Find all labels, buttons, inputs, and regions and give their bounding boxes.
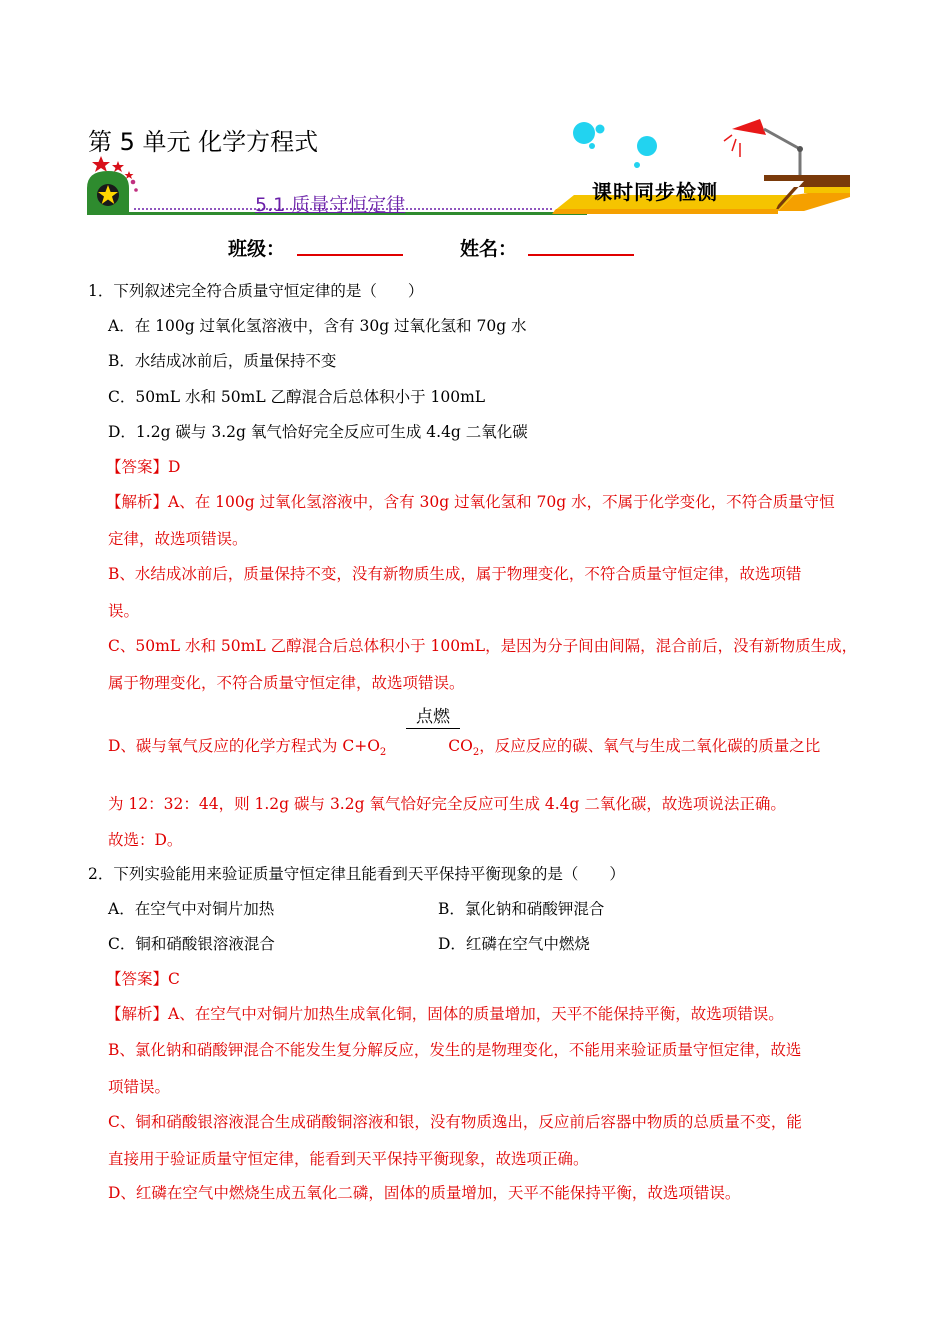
q1-answer bbox=[106, 457, 180, 477]
subscript: 2 bbox=[472, 747, 480, 759]
analysis-text: A、在 100g 过氧化氢溶液中，含有 30g 过氧化氢和 70g 水，不属于化学变化，不符合质量守恒 bbox=[168, 493, 835, 511]
q2-option-a: A．在空气中对铜片加热 bbox=[108, 900, 275, 918]
equation-tail: ，反应反应的碳、氧气与生成二氧化碳的质量之比 bbox=[479, 737, 821, 755]
q1-analysis-b1: B、水结成冰前后，质量保持不变，没有新物质生成，属于物理变化，不符合质量守恒定律，故选项错 bbox=[108, 565, 802, 583]
q1-option-b: B．水结成冰前后，质量保持不变 bbox=[108, 352, 337, 370]
q1-analysis-c1: C、50mL 水和 50mL 乙醇混合后总体积小于 100mL，是因为分子间由间隔，混合前后，没有新物质生成， bbox=[108, 637, 858, 655]
red-star-icon bbox=[92, 156, 110, 172]
q1-stem: 1．下列叙述完全符合质量守恒定律的是（ ） bbox=[88, 282, 424, 300]
equation-arrow bbox=[406, 728, 460, 729]
lesson-title: 5.1 质量守恒定律 bbox=[255, 194, 406, 216]
equation-left: D、碳与氧气反应的化学方程式为 C+O bbox=[108, 737, 380, 755]
answer-value: D bbox=[168, 458, 181, 476]
q1-analysis-c2: 属于物理变化，不符合质量守恒定律，故选项错误。 bbox=[108, 674, 465, 692]
answer-value: C bbox=[168, 970, 180, 988]
desk-lamp-icon bbox=[724, 119, 803, 181]
q2-analysis-a1 bbox=[106, 1004, 784, 1024]
q2-analysis-c2: 直接用于验证质量守恒定律，能看到天平保持平衡现象，故选项正确。 bbox=[108, 1150, 589, 1168]
q1-analysis-b2: 误。 bbox=[108, 602, 140, 620]
q1-analysis-d2: 为 12：32：44，则 1.2g 碳与 3.2g 氧气恰好完全反应可生成 4.4g 二氧化碳，故选项说法正确。 bbox=[108, 795, 786, 813]
red-star-icon bbox=[112, 161, 124, 172]
unit-title: 第 5 单元 化学方程式 bbox=[88, 128, 319, 156]
q1-analysis-d1 bbox=[108, 736, 820, 763]
class-label: 班级： bbox=[228, 238, 286, 260]
q1-analysis-a2: 定律，故选项错误。 bbox=[108, 530, 248, 548]
name-field[interactable] bbox=[528, 254, 634, 256]
q2-stem: 2．下列实验能用来验证质量守恒定律且能看到天平保持平衡现象的是（ ） bbox=[88, 865, 625, 883]
equation-right: CO bbox=[448, 737, 473, 755]
q1-option-d: D．1.2g 碳与 3.2g 氧气恰好完全反应可生成 4.4g 二氧化碳 bbox=[108, 423, 528, 441]
q2-analysis-b1: B、氯化钠和硝酸钾混合不能发生复分解反应，发生的是物理变化，不能用来验证质量守恒定律，故选 bbox=[108, 1041, 802, 1059]
condition-text: 点燃 bbox=[416, 707, 450, 727]
q1-option-a: A．在 100g 过氧化氢溶液中，含有 30g 过氧化氢和 70g 水 bbox=[108, 317, 527, 335]
q1-option-c: C．50mL 水和 50mL 乙醇混合后总体积小于 100mL bbox=[108, 388, 486, 406]
q2-analysis-d1: D、红磷在空气中燃烧生成五氧化二磷，固体的质量增加，天平不能保持平衡，故选项错误。 bbox=[108, 1184, 741, 1202]
q2-analysis-c1: C、铜和硝酸银溶液混合生成硝酸铜溶液和银，没有物质逸出，反应前后容器中物质的总质量不变，能 bbox=[108, 1113, 802, 1131]
class-field[interactable] bbox=[297, 254, 403, 256]
q1-conclusion: 故选：D。 bbox=[108, 831, 183, 849]
name-label: 姓名： bbox=[460, 238, 518, 260]
bubble-icon bbox=[637, 136, 657, 156]
analysis-text: A、在空气中对铜片加热生成氧化铜，固体的质量增加，天平不能保持平衡，故选项错误。 bbox=[168, 1005, 784, 1023]
q2-option-b: B．氯化钠和硝酸钾混合 bbox=[438, 900, 605, 918]
q2-option-c: C．铜和硝酸银溶液混合 bbox=[108, 935, 275, 953]
analysis-key: 【解析】 bbox=[106, 1005, 169, 1023]
bubble-icon bbox=[573, 122, 595, 144]
answer-key: 【答案】 bbox=[106, 458, 169, 476]
q2-answer bbox=[106, 969, 180, 989]
brand-text: 课时同步检测 bbox=[592, 180, 718, 204]
q2-option-d: D．红磷在空气中燃烧 bbox=[438, 935, 590, 953]
answer-key: 【答案】 bbox=[106, 970, 169, 988]
q2-analysis-b2: 项错误。 bbox=[108, 1078, 171, 1096]
subscript: 2 bbox=[379, 747, 387, 759]
analysis-key: 【解析】 bbox=[106, 493, 169, 511]
reaction-condition bbox=[408, 702, 458, 729]
q1-analysis-a1 bbox=[106, 492, 835, 512]
